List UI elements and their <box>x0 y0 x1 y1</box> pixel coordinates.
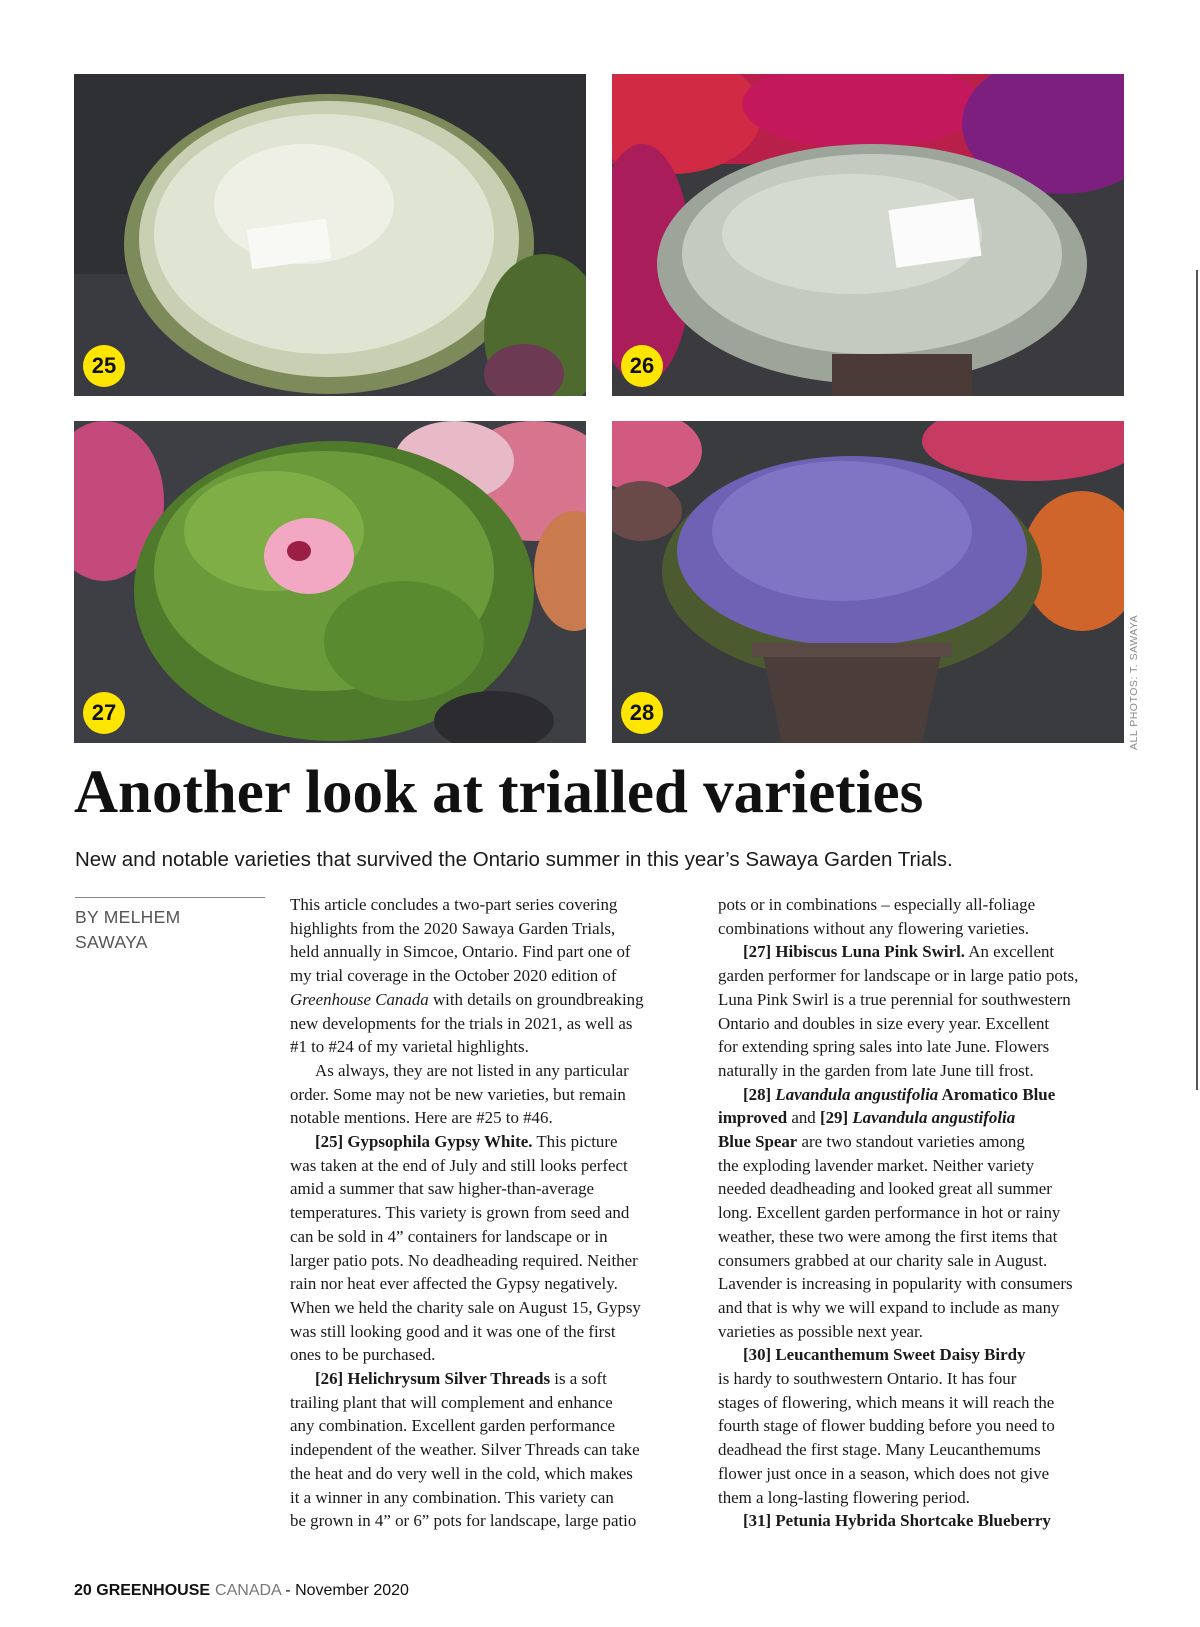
text-line: When we held the charity sale on August 15, Gypsy <box>290 1297 641 1317</box>
text-line: was still looking good and it was one of the first <box>290 1321 616 1341</box>
photo-27-image <box>74 421 586 743</box>
photo-number-badge: 25 <box>83 345 125 387</box>
text-line <box>718 1083 1123 1107</box>
text-line: combinations without any flowering varieties. <box>718 918 1030 938</box>
text-run: are two standout varieties among <box>797 1132 1025 1152</box>
headline: Another look at trialled varieties <box>74 759 924 826</box>
text-line: Luna Pink Swirl is a true perennial for southwestern <box>718 989 1071 1009</box>
text-line: Ontario and doubles in size every year. Excellent <box>718 1013 1050 1033</box>
text-line: for extending spring sales into late June. Flowers <box>718 1037 1050 1057</box>
deck: New and notable varieties that survived the Ontario summer in this year’s Sawaya Garden Trials. <box>75 848 953 871</box>
text-run: This picture <box>532 1132 618 1152</box>
text-run: Blue Spear <box>718 1132 798 1152</box>
text-line: order. Some may not be new varieties, but remain <box>290 1084 626 1104</box>
text-run: [29] <box>819 1108 853 1128</box>
text-line: the exploding lavender market. Neither variety <box>718 1155 1035 1175</box>
photo-26-helichrysum <box>612 74 1124 396</box>
variety-heading-31: [31] Petunia Hybrida Shortcake Blueberry <box>743 1511 1051 1531</box>
photo-25-gypsophila <box>74 74 586 396</box>
variety-heading-30: [30] Leucanthemum Sweet Daisy Birdy <box>743 1345 1026 1365</box>
text-line <box>290 1130 695 1154</box>
text-line: is hardy to southwestern Ontario. It has four <box>718 1369 1017 1389</box>
variety-heading-28 <box>743 1085 1055 1104</box>
text-line: This article concludes a two-part series covering <box>290 895 618 914</box>
text-line: needed deadheading and looked great all summer <box>718 1179 1052 1199</box>
photo-number-badge: 26 <box>621 345 663 387</box>
text-line: any combination. Excellent garden performance <box>290 1416 616 1436</box>
text-line: garden performer for landscape or in large patio pots, <box>718 966 1079 986</box>
text-line: deadhead the first stage. Many Leucanthemums <box>718 1440 1041 1460</box>
brand-name: GREENHOUSE <box>96 1582 211 1599</box>
text-line: consumers grabbed at our charity sale in August. <box>718 1250 1048 1270</box>
text-line: weather, these two were among the first items that <box>718 1226 1058 1246</box>
photo-28-lavender <box>612 421 1124 743</box>
issue-date: November 2020 <box>295 1582 409 1599</box>
photo-25-image <box>74 74 586 396</box>
text-line <box>290 1367 695 1391</box>
brand-name-suffix: CANADA <box>215 1582 281 1599</box>
page-edge-rule <box>1196 270 1198 1090</box>
text-line: trailing plant that will complement and enhance <box>290 1392 613 1412</box>
variety-heading-25: [25] Gypsophila Gypsy White. <box>315 1132 533 1152</box>
text-line: ones to be purchased. <box>290 1345 436 1365</box>
text-line: temperatures. This variety is grown from seed and <box>290 1203 630 1223</box>
text-line: notable mentions. Here are #25 to #46. <box>290 1108 553 1128</box>
text-line: the heat and do very well in the cold, which makes <box>290 1463 633 1483</box>
byline <box>75 905 265 955</box>
magazine-title: Greenhouse Canada <box>290 989 429 1009</box>
text-line: it a winner in any combination. This variety can <box>290 1487 614 1507</box>
species-name: Lavandula angustifolia <box>775 1084 939 1104</box>
byline-line: BY MELHEM <box>75 907 181 927</box>
text-line: my trial coverage in the October 2020 edition of <box>290 966 617 986</box>
variety-heading-29 <box>820 1108 1015 1127</box>
text-line <box>718 1130 1123 1154</box>
text-run: An excellent <box>964 942 1055 962</box>
text-line: rain nor heat ever affected the Gypsy negatively. <box>290 1274 618 1294</box>
photo-credit: ALL PHOTOS: T. SAWAYA <box>1128 614 1140 750</box>
text-run: and <box>787 1108 820 1128</box>
text-line: pots or in combinations – especially all-foliage <box>718 895 1036 914</box>
text-run: Aromatico Blue <box>938 1084 1056 1104</box>
text-line: them a long-lasting flowering period. <box>718 1487 970 1507</box>
text-line <box>718 1509 1123 1533</box>
text-run: improved <box>718 1108 788 1128</box>
byline-line: SAWAYA <box>75 932 148 952</box>
text-line: long. Excellent garden performance in hot or rainy <box>718 1203 1061 1223</box>
byline-divider <box>75 897 265 898</box>
text-line: can be sold in 4” containers for landscape or in <box>290 1226 608 1246</box>
text-line: As always, they are not listed in any particular <box>315 1060 629 1080</box>
body-column-2 <box>718 893 1123 1533</box>
variety-heading-27: [27] Hibiscus Luna Pink Swirl. <box>743 942 965 962</box>
text-line: and that is why we will expand to include as many <box>718 1297 1060 1317</box>
text-line: amid a summer that saw higher-than-average <box>290 1179 595 1199</box>
text-line: independent of the weather. Silver Threads can take <box>290 1440 640 1460</box>
text-line: larger patio pots. No deadheading required. Neither <box>290 1250 638 1270</box>
text-line: new developments for the trials in 2021, as well as <box>290 1013 633 1033</box>
variety-heading-26: [26] Helichrysum Silver Threads <box>315 1369 551 1389</box>
photo-28-image <box>612 421 1124 743</box>
text-line: Lavender is increasing in popularity with consumers <box>718 1274 1073 1294</box>
photo-27-hibiscus <box>74 421 586 743</box>
text-line: #1 to #24 of my varietal highlights. <box>290 1037 529 1057</box>
text-line <box>718 1106 1123 1130</box>
text-line: varieties as possible next year. <box>718 1321 923 1341</box>
photo-number-badge: 28 <box>621 692 663 734</box>
text-run: is a soft <box>550 1369 607 1389</box>
text-line <box>718 1343 1123 1367</box>
text-run: [28] <box>743 1084 776 1104</box>
photo-number-badge: 27 <box>83 692 125 734</box>
text-line: was taken at the end of July and still looks perfect <box>290 1155 628 1175</box>
text-line: highlights from the 2020 Sawaya Garden Trials, <box>290 918 616 938</box>
photo-26-image <box>612 74 1124 396</box>
text-line: fourth stage of flower budding before you need to <box>718 1416 1055 1436</box>
footer-separator: - <box>285 1582 291 1599</box>
text-line: naturally in the garden from late June till frost. <box>718 1060 1034 1080</box>
page-number: 20 <box>74 1582 92 1599</box>
text-run: with details on groundbreaking <box>428 989 644 1009</box>
body-column-1 <box>290 893 695 1533</box>
text-line: be grown in 4” or 6” pots for landscape, large patio <box>290 1511 637 1531</box>
text-line <box>290 988 695 1012</box>
text-line: flower just once in a season, which does not give <box>718 1463 1050 1483</box>
text-line: stages of flowering, which means it will reach the <box>718 1392 1055 1412</box>
species-name: Lavandula angustifolia <box>852 1108 1016 1128</box>
page-footer <box>74 1582 409 1600</box>
text-line <box>718 940 1123 964</box>
text-line: held annually in Simcoe, Ontario. Find part one of <box>290 942 631 962</box>
